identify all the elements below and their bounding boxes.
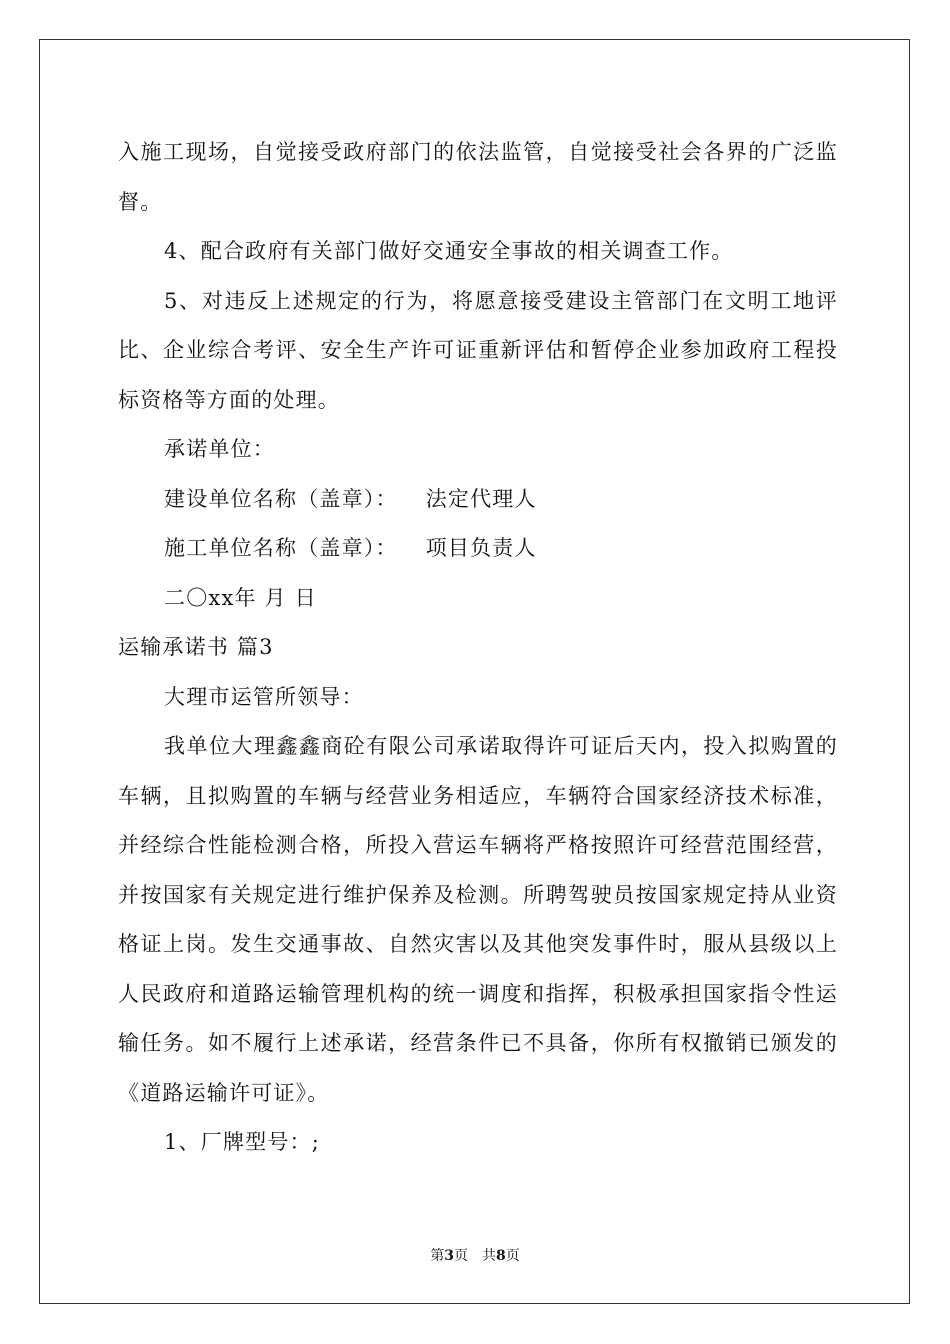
footer-page-prefix: 第 xyxy=(430,1248,445,1264)
footer-total-prefix: 共 xyxy=(482,1248,496,1264)
salutation: 大理市运管所领导： xyxy=(164,684,364,709)
paragraph-continuation: 入施工现场，自觉接受政府部门的依法监管，自觉接受社会各界的广泛监督。 xyxy=(118,140,838,214)
page-footer xyxy=(0,1245,950,1265)
footer-page-total: 8 xyxy=(496,1248,506,1264)
promising-unit-label: 承诺单位： xyxy=(164,437,275,461)
paragraph-item-5: 5、对违反上述规定的行为，将愿意接受建设主管部门在文明工地评比、企业综合考评、安全生产许可证重新评估和暂停企业参加政府工程投标资格等方面的处理。 xyxy=(118,288,838,412)
paragraph-item-4: 4、配合政府有关部门做好交通安全事故的相关调查工作。 xyxy=(164,239,734,263)
brand-model-item: 1、厂牌型号：; xyxy=(164,1130,321,1154)
construction-unit-label: 建设单位名称（盖章）： xyxy=(164,486,398,511)
footer-page-current: 3 xyxy=(444,1248,454,1264)
legal-representative-label: 法定代理人 xyxy=(425,486,537,511)
date-line: 二〇xx年 月 日 xyxy=(164,585,317,610)
construction-unit-signature-line xyxy=(118,475,838,525)
project-leader-label: 项目负责人 xyxy=(425,536,537,560)
document-body xyxy=(118,128,838,1168)
builder-unit-signature-line xyxy=(118,524,838,574)
section-title: 运输承诺书 篇3 xyxy=(118,635,274,659)
commitment-paragraph: 我单位大理鑫鑫商砼有限公司承诺取得许可证后天内，投入拟购置的车辆，且拟购置的车辆与经营业务相适应，车辆符合国家经济技术标准，并经综合性能检测合格，所投入营运车辆将严格按照许可经营范围经营，并按国家有关规定进行维护保养及检测。所聘驾驶员按国家规定持从业资格证上岗。发生交通事故、自然灾害以及其他突发事件时，服从县级以上人民政府和道路运输管理机构的统一调度和指挥，积极承担国家指令性运输任务。如不履行上述承诺，经营条件已不具备，你所有权撤销已颁发的《道路运输许可证》。 xyxy=(118,734,838,1105)
footer-page-suffix: 页 xyxy=(454,1248,468,1264)
footer-total-suffix: 页 xyxy=(505,1248,520,1264)
builder-unit-label: 施工单位名称（盖章）： xyxy=(164,536,398,560)
